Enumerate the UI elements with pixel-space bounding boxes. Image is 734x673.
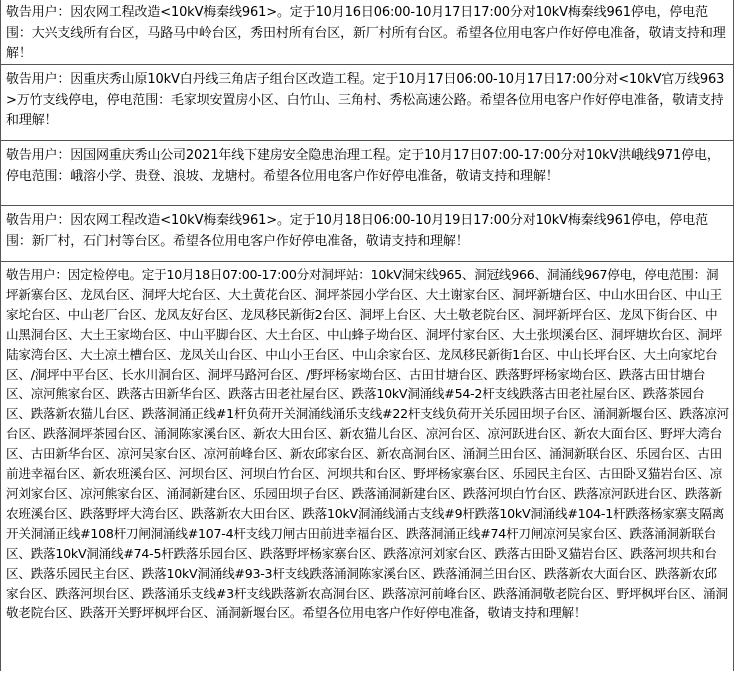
outage-notice-2: 敬告用户：因重庆秀山原10kV白丹线三角店子组台区改造工程。定于10月17日06:00-10月17日17:00分对<10kV官万线963>万竹支线停电，停电范围：毛家坝安置房小区、白竹山、三角村、秀松高速公路。希望各位用电客户作好停电准备，敬请支持和理解！	[1, 65, 733, 141]
outage-notice-4: 敬告用户：因农网工程改造<10kV梅秦线961>。定于10月18日06:00-10月19日17:00分对10kV梅秦线961停电，停电范围：新厂村，石门村等台区。希望各位用电客户作好停电准备，敬请支持和理解！	[1, 206, 733, 262]
outage-notice-1: 敬告用户：因农网工程改造<10kV梅秦线961>。定于10月16日06:00-10月17日17:00分对10kV梅秦线961停电，停电范围：大兴支线所有台区，马路马中岭台区，秀田村所有台区，新厂村所有台区。希望各位用电客户作好停电准备，敬请支持和理解！	[1, 0, 733, 65]
outage-notice-3: 敬告用户：因国网重庆秀山公司2021年线下建房安全隐患治理工程。定于10月17日07:00-17:00分对10kV洪峨线971停电，停电范围：峨溶小学、贵登、浪坡、龙塘村。希望各位用电客户作好停电准备，敬请支持和理解！	[1, 141, 733, 206]
outage-notice-5: 敬告用户：因定检停电。定于10月18日07:00-17:00分对洞坪站：10kV洞宋线965、洞冠线966、洞涌线967停电，停电范围：洞坪新寨台区、龙凤台区、洞坪大坨台区、大土黄花台区、洞坪茶园小学台区、大土谢家台区、洞坪新塘台区、中山水田台区、中山王家坨台区、中山老厂台区、龙凤友好台区、龙凤移民新街2台区、洞坪上台区、大土敬老院台区、洞坪新坪台区、龙凤下街台区、中山黑洞台区、大土王家坳台区、中山平脚台区、大土台区、中山蜂子坳台区、洞坪付家台区、大土张坝溪台区、洞坪塘坎台区、洞坪陆家湾台区、大土凉土槽台区、龙凤关山台区、中山小王台区、中山余家台区、龙凤移民新街1台区、中山长坪台区、大土向家坨台区、/洞坪中平台区、长水川洞台区、洞坪马路河台区、/野坪杨家坳台区、古田甘塘台区、跌落野坪杨家坳台区、跌落古田甘塘台区、凉河熊家台区、跌落古田新华台区、跌落古田老社屋台区、跌落10kV洞涌线#54-2杆支线跌落古田老社屋台区、跌落茶园台区、跌落新农猫儿台区、跌落洞涌正线#1杆负荷开关洞涌线涌乐支线#22杆支线负荷开关乐园田坝子台区、涌洞新堰台区、跌落凉河台区、跌落洞坪茶园台区、涌洞陈家溪台区、新农大田台区、新农猫儿台区、凉河台区、凉河跃进台区、新农大面台区、野坪大湾台区、古田新华台区、凉河吴家台区、凉河前峰台区、新农邱家台区、新农高洞台区、涌洞兰田台区、涌洞新联台区、乐园台区、古田前进幸福台区、新农班溪台区、河坝台区、河坝白竹台区、河坝共和台区、野坪杨家寨台区、乐园民主台区、古田卧叉猫岩台区、凉河刘家台区、凉河熊家台区、涌洞新建台区、乐园田坝子台区、跌落涌洞新建台区、跌落河坝白竹台区、跌落凉河跃进台区、跌落新农班溪台区、跌落野坪大湾台区、跌落新农大田台区、跌落10kV洞涌线涌古支线#9杆跌落10kV洞涌线#104-1杆跌落杨家寨支隔离开关洞涌正线#108杆刀闸洞涌线#107-4杆支线刀闸古田前进幸福台区、跌落洞涌正线#74杆刀闸凉河吴家台区、跌落涌洞新联台区、跌落10kV洞涌线#74-5杆跌落乐园台区、跌落野坪杨家寨台区、跌落凉河刘家台区、跌落古田卧叉猫岩台区、跌落河坝共和台区、跌落乐园民主台区、跌落10kV洞涌线#93-3杆支线跌落涌洞陈家溪台区、跌落涌洞兰田台区、跌落新农大面台区、跌落新农邱家台区、跌落河坝台区、跌落涌乐支线#3杆支线跌落新农高洞台区、跌落凉河前峰台区、跌落涌洞敬老院台区、野坪枫坪台区、涌洞敬老院台区、跌落开关野坪枫坪台区、涌洞新堰台区。希望各位用电客户作好停电准备，敬请支持和理解！	[6, 267, 729, 621]
